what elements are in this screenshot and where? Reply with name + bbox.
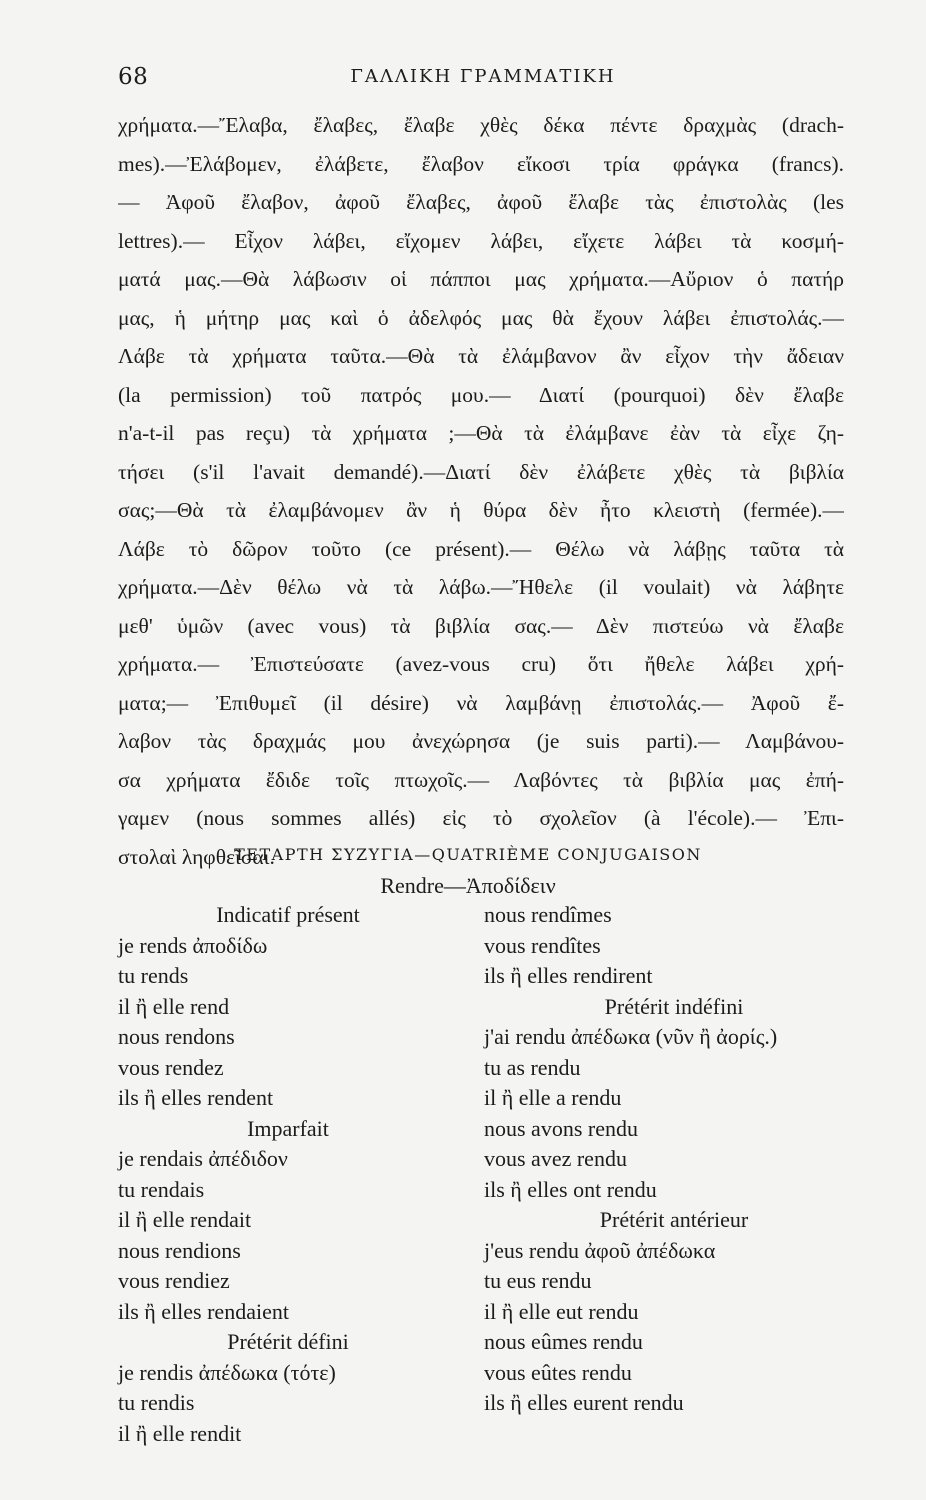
text-line: n'a-t-il pas reçu) τὰ χρήματα ;—Θὰ τὰ ἐλάμβανε ἐὰν τὰ εἶχε ζη- [118, 421, 844, 445]
conjugation-right-column [484, 900, 864, 1419]
conjugation-form: il ἢ elle rendit [118, 1420, 242, 1446]
text-line: mes).—Ἐλάβομεν, ἐλάβετε, ἔλαβον εἴκοσι τρία φράγκα (francs). [118, 151, 844, 176]
conjugation-form: tu as rendu [484, 1054, 581, 1080]
conjugation-form: tu rends [118, 963, 189, 988]
text-line: (la permission) τοῦ πατρός μου.— Διατί (pourquoi) δὲν ἔλαβε [118, 382, 844, 407]
conjugation-form: il ἢ elle rendait [118, 1207, 252, 1232]
text-line: χρήματα.—Δὲν θέλω νὰ τὰ λάβω.—Ἤθελε (il voulait) νὰ λάβητε [118, 575, 844, 599]
conjugation-form: ils ἢ elles rendaient [118, 1298, 289, 1324]
conjugation-form: ils ἢ elles ont rendu [484, 1176, 657, 1202]
conjugation-form: tu rendis [118, 1390, 195, 1415]
text-line: σα χρήματα ἔδιδε τοῖς πτωχοῖς.— Λαβόντες τὰ βιβλία μας ἐπή- [118, 767, 844, 792]
tense-heading: Prétérit défini [227, 1329, 349, 1354]
text-line: σας;—Θὰ τὰ ἐλαμβάνομεν ἂν ἡ θύρα δὲν ἦτο κλειστὴ (fermée).— [118, 498, 844, 522]
conjugation-form: il ἢ elle rend [118, 993, 230, 1019]
text-line: χρήματα.—Ἔλαβα, ἔλαβες, ἔλαβε χθὲς δέκα πέντε δραχμὰς (drach- [118, 113, 844, 137]
text-line: ματα;— Ἐπιθυμεῖ (il désire) νὰ λαμβάνῃ ἐπιστολάς.— Ἀφοῦ ἔ- [118, 690, 844, 715]
text-line: — Ἀφοῦ ἔλαβον, ἀφοῦ ἔλαβες, ἀφοῦ ἔλαβε τὰς ἐπιστολὰς (les [118, 190, 844, 214]
conjugation-form: tu eus rendu [484, 1268, 592, 1293]
tense-heading: Imparfait [247, 1115, 329, 1141]
tense-heading: Prétérit antérieur [599, 1207, 749, 1232]
page-header [118, 64, 818, 96]
conjugation-left-column [118, 900, 458, 1449]
conjugation-form: vous rendiez [118, 1268, 230, 1293]
text-line: Λάβε τὸ δῶρον τοῦτο (ce présent).— Θέλω νὰ λάβῃς ταῦτα τὰ [118, 536, 844, 561]
conjugation-form: je rendis ἀπέδωκα (τότε) [118, 1359, 336, 1385]
text-line: γαμεν (nous sommes allés) εἰς τὸ σχολεῖον (à l'école).— Ἐπι- [118, 806, 844, 830]
tense-heading: Prétérit indéfini [604, 993, 744, 1019]
text-line: τήσει (s'il l'avait demandé).—Διατί δὲν ἐλάβετε χθὲς τὰ βιβλία [118, 459, 844, 484]
text-line: ματά μας.—Θὰ λάβωσιν οἱ πάπποι μας χρήματα.—Αὔριον ὁ πατήρ [118, 267, 844, 291]
text-line: lettres).— Εἶχον λάβει, εἴχομεν λάβει, εἴχετε λάβει τὰ κοσμή- [118, 228, 844, 253]
conjugation-form: nous rendîmes [484, 902, 612, 927]
conjugation-form: ils ἢ elles eurent rendu [484, 1390, 684, 1415]
conjugation-form: j'eus rendu ἀφοῦ ἀπέδωκα [484, 1237, 716, 1263]
conjugation-form: nous rendons [118, 1024, 235, 1049]
text-line: χρήματα.— Ἐπιστεύσατε (avez-vous cru) ὅτι ἤθελε λάβει χρή- [118, 652, 844, 676]
verb-title: Rendre—Ἀποδίδειν [380, 873, 556, 898]
conjugation-form: ils ἢ elles rendirent [484, 963, 653, 988]
text-line: Λάβε τὰ χρήματα ταῦτα.—Θὰ τὰ ἐλάμβανον ἂν εἶχον τὴν ἄδειαν [118, 344, 844, 368]
conjugation-form: vous eûtes rendu [484, 1359, 632, 1385]
tense-heading: Indicatif présent [216, 902, 360, 927]
conjugation-form: tu rendais [118, 1176, 205, 1202]
conjugation-form: nous avons rendu [484, 1115, 638, 1141]
conjugation-form: je rends ἀποδίδω [118, 932, 268, 958]
exercise-paragraph [118, 106, 844, 876]
page-number: 68 [118, 64, 149, 90]
conjugation-form: j'ai rendu ἀπέδωκα (νῦν ἢ ἀορίς.) [484, 1024, 778, 1049]
running-title: ΓΑΛΛΙΚΗ ΓΡΑΜΜΑΤΙΚΗ [350, 66, 616, 87]
conjugation-form: il ἢ elle eut rendu [484, 1298, 639, 1324]
conjugation-form: il ἢ elle a rendu [484, 1085, 622, 1110]
section-heading: ΤΕΤΑΡΤΗ ΣΥΖΥΓΙΑ—QUATRIÈME CONJUGAISON [234, 845, 702, 864]
text-line: μεθ' ὑμῶν (avec vous) τὰ βιβλία σας.— Δὲν πιστεύω νὰ ἔλαβε [118, 613, 844, 638]
conjugation-form: nous eûmes rendu [484, 1329, 643, 1354]
conjugation-form: ils ἢ elles rendent [118, 1085, 274, 1110]
conjugation-form: vous rendez [118, 1054, 224, 1080]
conjugation-form: je rendais ἀπέδιδον [118, 1146, 288, 1171]
text-line: μας, ἡ μήτηρ μας καὶ ὁ ἀδελφός μας θὰ ἔχουν λάβει ἐπιστολάς.— [118, 305, 844, 330]
conjugation-form: vous avez rendu [484, 1146, 627, 1171]
text-line: στολαὶ ληφθεῖσαι. [118, 844, 275, 869]
conjugation-form: nous rendions [118, 1237, 241, 1263]
conjugation-form: vous rendîtes [484, 932, 601, 958]
text-line: λαβον τὰς δραχμάς μου ἀνεχώρησα (je suis parti).— Λαμβάνου- [118, 729, 844, 753]
